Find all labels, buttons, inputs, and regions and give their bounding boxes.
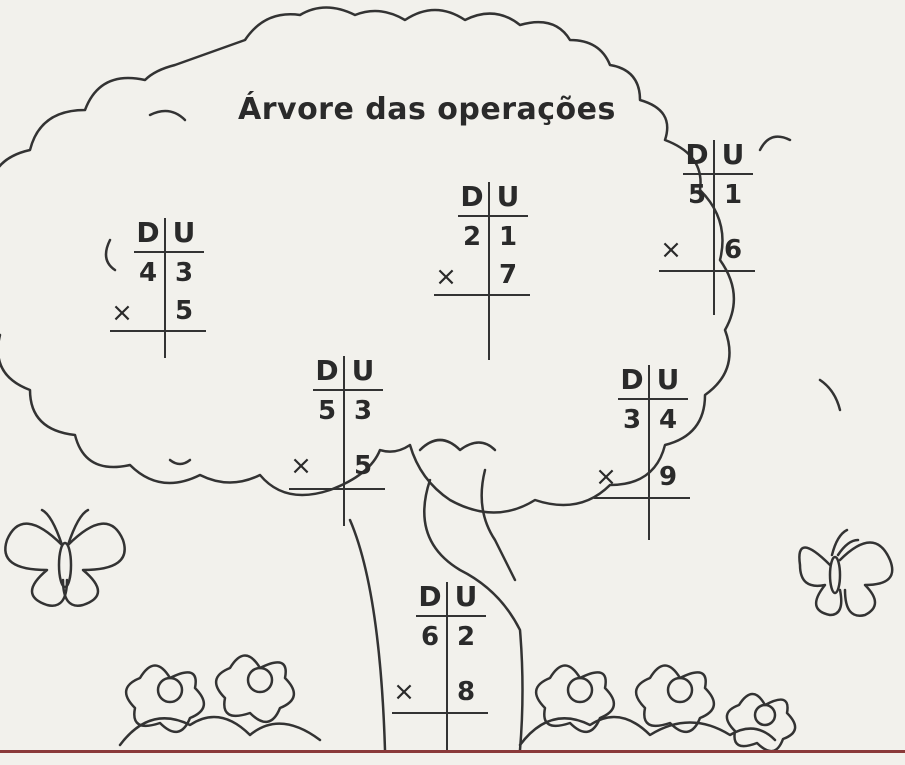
- times-sign: ×: [435, 262, 457, 292]
- operation-4: [285, 356, 405, 516]
- digit-units: 2: [456, 622, 476, 652]
- operation-5: [590, 365, 710, 525]
- operation-6: [388, 582, 508, 742]
- butterfly-right: [799, 530, 892, 616]
- digit-units: 3: [174, 258, 194, 288]
- times-sign: ×: [393, 677, 415, 707]
- times-sign: ×: [595, 462, 617, 492]
- digit-tens: 6: [420, 622, 440, 652]
- header-underline: [134, 251, 204, 253]
- operation-2: [430, 182, 550, 342]
- column-divider: [164, 218, 166, 358]
- column-divider: [713, 140, 715, 315]
- column-divider: [343, 356, 345, 526]
- result-line: [659, 270, 755, 272]
- header-tens: D: [418, 580, 442, 613]
- header-underline: [618, 398, 688, 400]
- header-tens: D: [620, 363, 644, 396]
- header-tens: D: [315, 354, 339, 387]
- multiplier: 6: [723, 235, 743, 265]
- header-units: U: [351, 354, 375, 387]
- operation-1: [106, 218, 226, 378]
- multiplier: 8: [456, 677, 476, 707]
- digit-units: 4: [658, 405, 678, 435]
- operation-3: [655, 140, 775, 300]
- result-line: [594, 497, 690, 499]
- header-units: U: [496, 180, 520, 213]
- column-divider: [648, 365, 650, 540]
- header-underline: [458, 215, 528, 217]
- column-divider: [488, 182, 490, 360]
- multiplier: 5: [353, 451, 373, 481]
- header-tens: D: [136, 216, 160, 249]
- times-sign: ×: [111, 298, 133, 328]
- header-units: U: [172, 216, 196, 249]
- digit-units: 3: [353, 396, 373, 426]
- header-units: U: [656, 363, 680, 396]
- butterfly-left: [5, 510, 124, 606]
- header-units: U: [721, 138, 745, 171]
- page-title: Árvore das operações: [238, 92, 616, 127]
- digit-tens: 5: [687, 180, 707, 210]
- multiplier: 9: [658, 462, 678, 492]
- header-tens: D: [685, 138, 709, 171]
- result-line: [110, 330, 206, 332]
- digit-tens: 2: [462, 222, 482, 252]
- digit-units: 1: [723, 180, 743, 210]
- digit-tens: 3: [622, 405, 642, 435]
- result-line: [434, 294, 530, 296]
- result-line: [289, 488, 385, 490]
- times-sign: ×: [290, 451, 312, 481]
- digit-tens: 5: [317, 396, 337, 426]
- header-underline: [416, 615, 486, 617]
- times-sign: ×: [660, 235, 682, 265]
- page-bottom-border: [0, 750, 905, 753]
- column-divider: [446, 582, 448, 752]
- header-underline: [313, 389, 383, 391]
- digit-tens: 4: [138, 258, 158, 288]
- tree-trunk: [350, 520, 385, 750]
- multiplier: 5: [174, 296, 194, 326]
- header-tens: D: [460, 180, 484, 213]
- header-units: U: [454, 580, 478, 613]
- multiplier: 7: [498, 260, 518, 290]
- result-line: [392, 712, 488, 714]
- digit-units: 1: [498, 222, 518, 252]
- header-underline: [683, 173, 753, 175]
